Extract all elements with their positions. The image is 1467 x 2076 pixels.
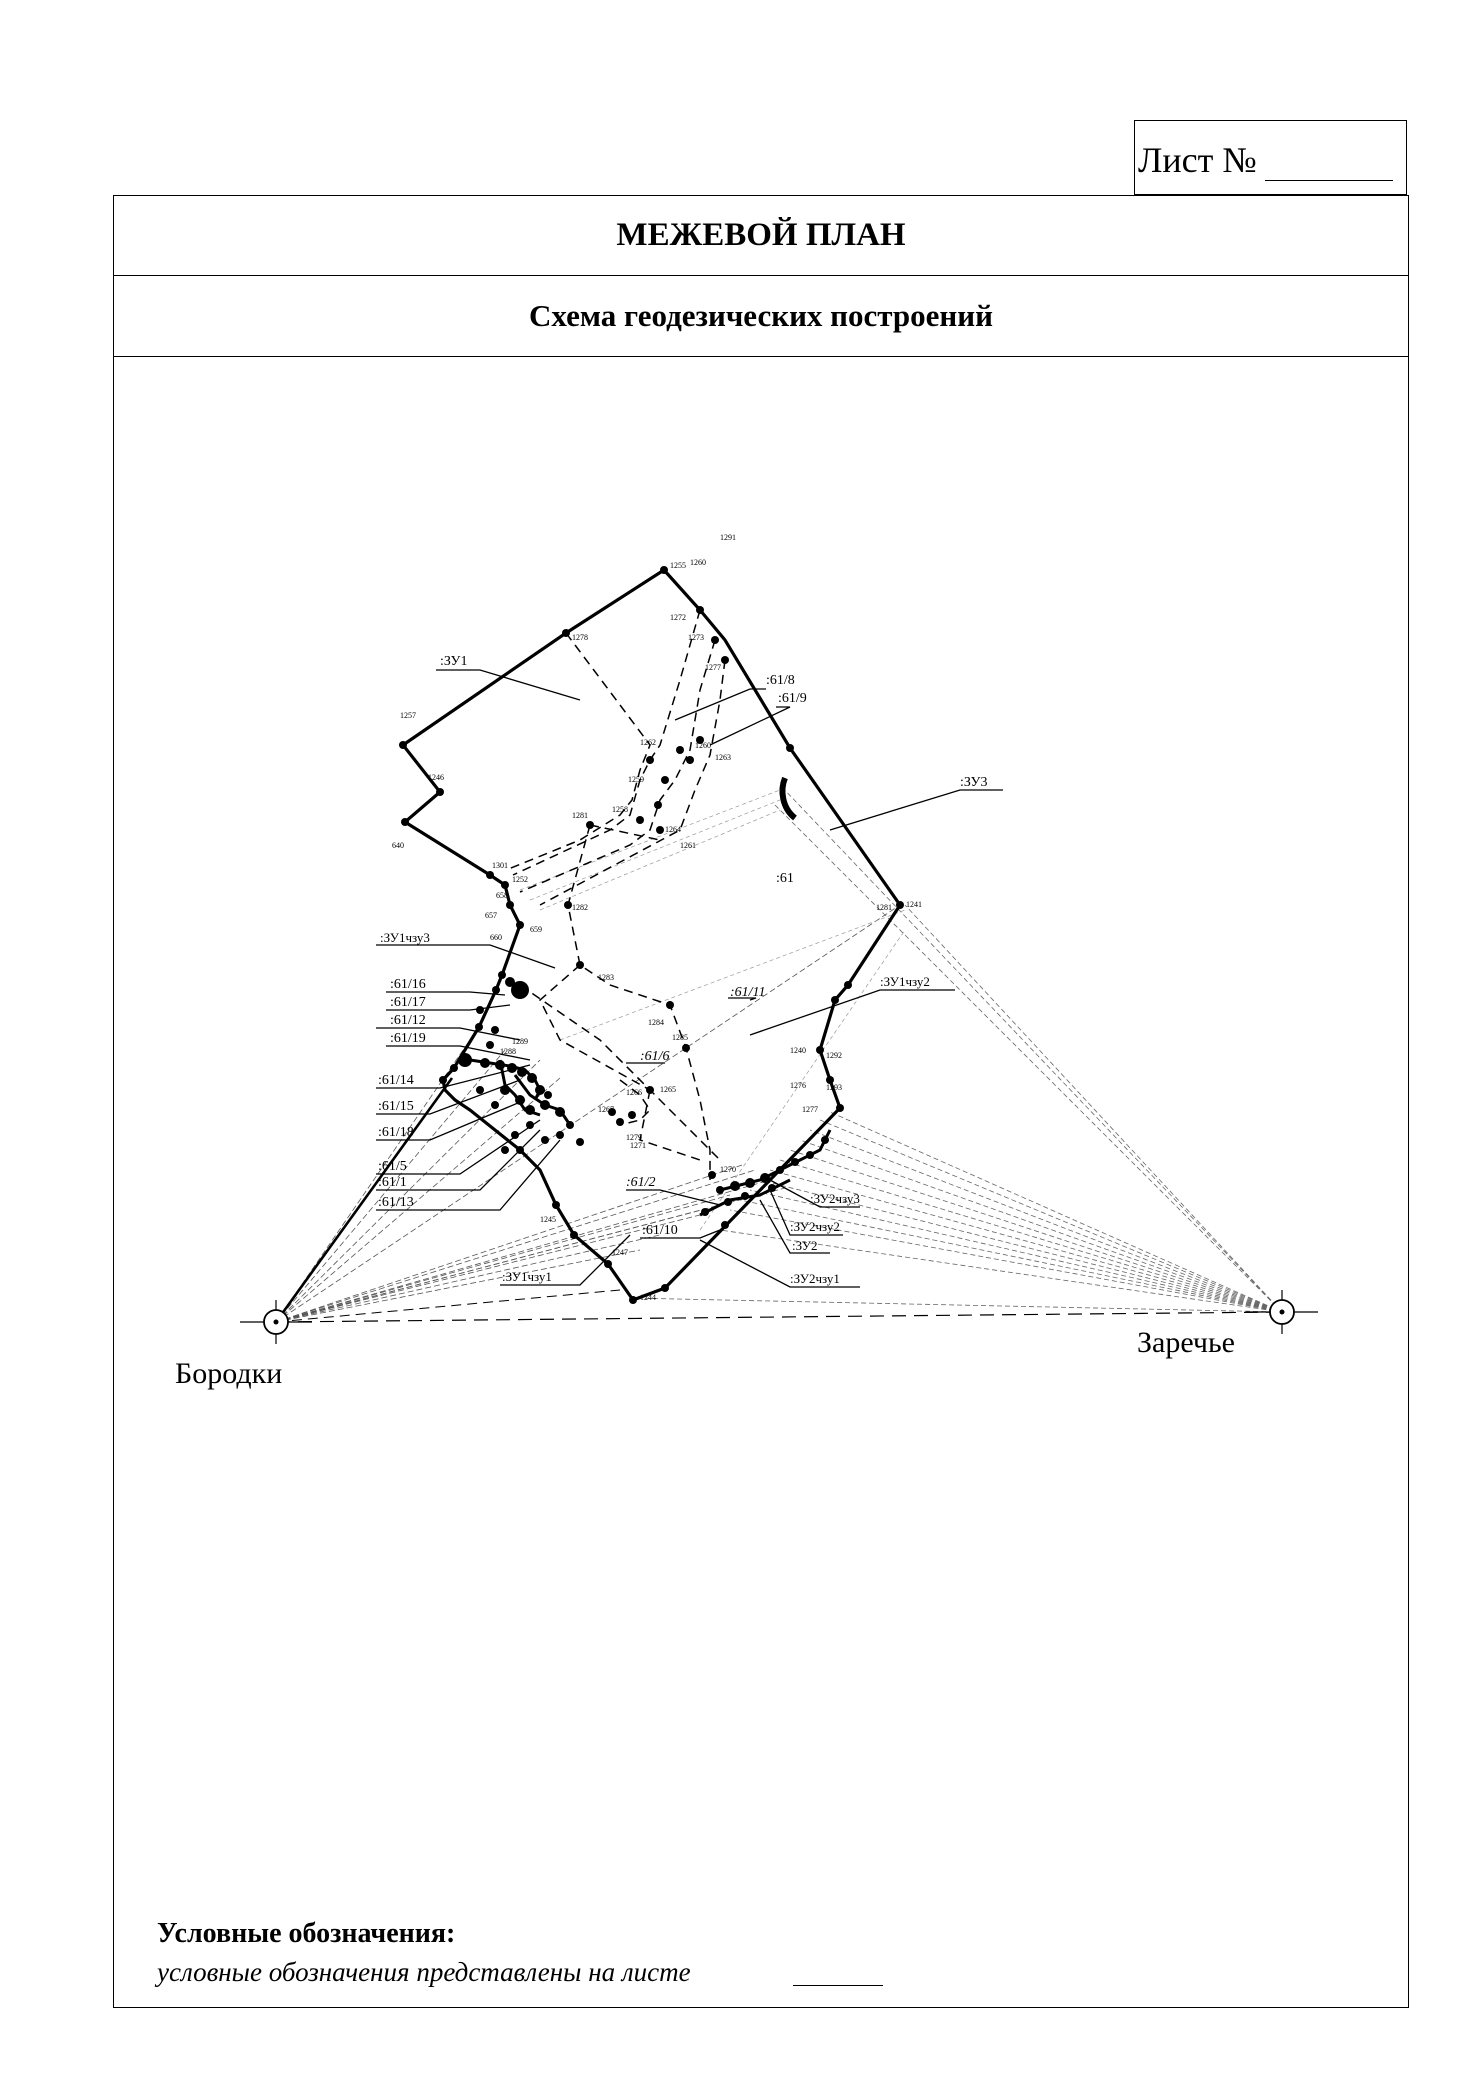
document-subtitle: Схема геодезических построений bbox=[113, 276, 1409, 357]
label-zu1-chzu2: :ЗУ1чзу2 bbox=[880, 974, 930, 989]
pt-1266: 1266 bbox=[626, 1088, 642, 1097]
pt-1277: 1277 bbox=[705, 663, 721, 672]
label-61-13: :61/13 bbox=[378, 1195, 414, 1210]
pt-1282: 1282 bbox=[572, 903, 588, 912]
label-61-16: :61/16 bbox=[390, 977, 426, 992]
station-zarechye bbox=[1246, 1290, 1318, 1334]
pt-1258: 1258 bbox=[612, 805, 628, 814]
baseline bbox=[276, 1312, 1282, 1322]
pt-1272: 1272 bbox=[670, 613, 686, 622]
pt-1271: 1271 bbox=[630, 1141, 646, 1150]
label-zu2-chzu3: :ЗУ2чзу3 bbox=[810, 1191, 860, 1206]
legend-sheet-blank bbox=[793, 1985, 883, 1986]
zu3-arc bbox=[782, 778, 795, 818]
pt-1259: 1259 bbox=[628, 775, 644, 784]
pt-659: 659 bbox=[530, 925, 542, 934]
pt-1285: 1285 bbox=[672, 1033, 688, 1042]
pt-1281b: 1281 bbox=[876, 903, 892, 912]
rays-interior bbox=[520, 790, 905, 1230]
pt-1278: 1278 bbox=[572, 633, 588, 642]
pt-1288: 1288 bbox=[500, 1047, 516, 1056]
pt-1240: 1240 bbox=[790, 1046, 806, 1055]
label-zu1-chzu1: :ЗУ1чзу1 bbox=[502, 1269, 552, 1284]
pt-1265: 1265 bbox=[660, 1085, 676, 1094]
pt-660: 660 bbox=[490, 933, 502, 942]
pt-1291: 1291 bbox=[720, 533, 736, 542]
pt-1264: 1264 bbox=[665, 825, 681, 834]
pt-1281a: 1281 bbox=[572, 811, 588, 820]
pt-1247: 1247 bbox=[612, 1248, 628, 1257]
pt-1244: 1244 bbox=[640, 1293, 656, 1302]
label-61-14: :61/14 bbox=[378, 1073, 414, 1088]
pt-1267: 1267 bbox=[598, 1105, 614, 1114]
pt-1284: 1284 bbox=[648, 1018, 664, 1027]
label-zu3: :ЗУ3 bbox=[960, 775, 988, 790]
label-zu1-chzu3: :ЗУ1чзу3 bbox=[380, 930, 430, 945]
station-borodki bbox=[240, 1300, 312, 1344]
label-zu1: :ЗУ1 bbox=[440, 654, 468, 669]
rays-zarechye bbox=[630, 785, 1282, 1312]
label-61: :61 bbox=[776, 871, 794, 886]
pt-1241: 1241 bbox=[906, 900, 922, 909]
pt-640: 640 bbox=[392, 841, 404, 850]
label-61-2: :61/2 bbox=[626, 1175, 656, 1190]
pt-1270: 1270 bbox=[720, 1165, 736, 1174]
label-zu2-chzu2: :ЗУ2чзу2 bbox=[790, 1219, 840, 1234]
cluster-points-east bbox=[701, 1136, 829, 1229]
label-61-12: :61/12 bbox=[390, 1013, 426, 1028]
pt-1245: 1245 bbox=[540, 1215, 556, 1224]
point-numbers bbox=[392, 533, 922, 1302]
label-zu2: :ЗУ2 bbox=[792, 1238, 818, 1253]
label-61-11: :61/11 bbox=[730, 985, 766, 1000]
pt-1301: 1301 bbox=[492, 861, 508, 870]
station-label-zarechye: Заречье bbox=[1137, 1326, 1235, 1359]
pt-1263: 1263 bbox=[715, 753, 731, 762]
pt-1260b: 1260 bbox=[690, 558, 706, 567]
label-61-6: :61/6 bbox=[640, 1049, 670, 1064]
pt-1255: 1255 bbox=[670, 561, 686, 570]
pt-657: 657 bbox=[485, 911, 497, 920]
station-label-borodki: Бородки bbox=[175, 1357, 283, 1390]
label-zu2-chzu1: :ЗУ2чзу1 bbox=[790, 1271, 840, 1286]
pt-1252: 1252 bbox=[512, 875, 528, 884]
label-61-5: :61/5 bbox=[378, 1159, 407, 1174]
label-61-9: :61/9 bbox=[778, 691, 807, 706]
pt-1279: 1279 bbox=[626, 1133, 642, 1142]
pt-1273: 1273 bbox=[688, 633, 704, 642]
pt-1276: 1276 bbox=[790, 1081, 806, 1090]
pt-1260a: 1260 bbox=[695, 741, 711, 750]
pt-1277b: 1277 bbox=[802, 1105, 818, 1114]
label-61-15: :61/15 bbox=[378, 1099, 414, 1114]
sheet-number-label: Лист № bbox=[1138, 140, 1257, 180]
pt-1262: 1262 bbox=[640, 738, 656, 747]
label-61-17: :61/17 bbox=[390, 995, 426, 1010]
pt-1257: 1257 bbox=[400, 711, 416, 720]
document-title: МЕЖЕВОЙ ПЛАН bbox=[113, 195, 1409, 276]
legend-text: условные обозначения представлены на листе bbox=[157, 1957, 691, 1987]
pt-1292: 1292 bbox=[826, 1051, 842, 1060]
label-61-10: :61/10 bbox=[642, 1223, 678, 1238]
pt-1293: 1293 bbox=[826, 1083, 842, 1092]
pt-1261: 1261 bbox=[680, 841, 696, 850]
label-61-8: :61/8 bbox=[766, 673, 795, 688]
pt-1283: 1283 bbox=[598, 973, 614, 982]
label-61-18: :61/18 bbox=[378, 1125, 414, 1140]
label-61-1: :61/1 bbox=[378, 1175, 407, 1190]
legend-title: Условные обозначения: bbox=[157, 1918, 456, 1949]
pt-1289: 1289 bbox=[512, 1037, 528, 1046]
label-61-19: :61/19 bbox=[390, 1031, 426, 1046]
pt-658: 658 bbox=[496, 891, 508, 900]
pt-1246: 1246 bbox=[428, 773, 444, 782]
